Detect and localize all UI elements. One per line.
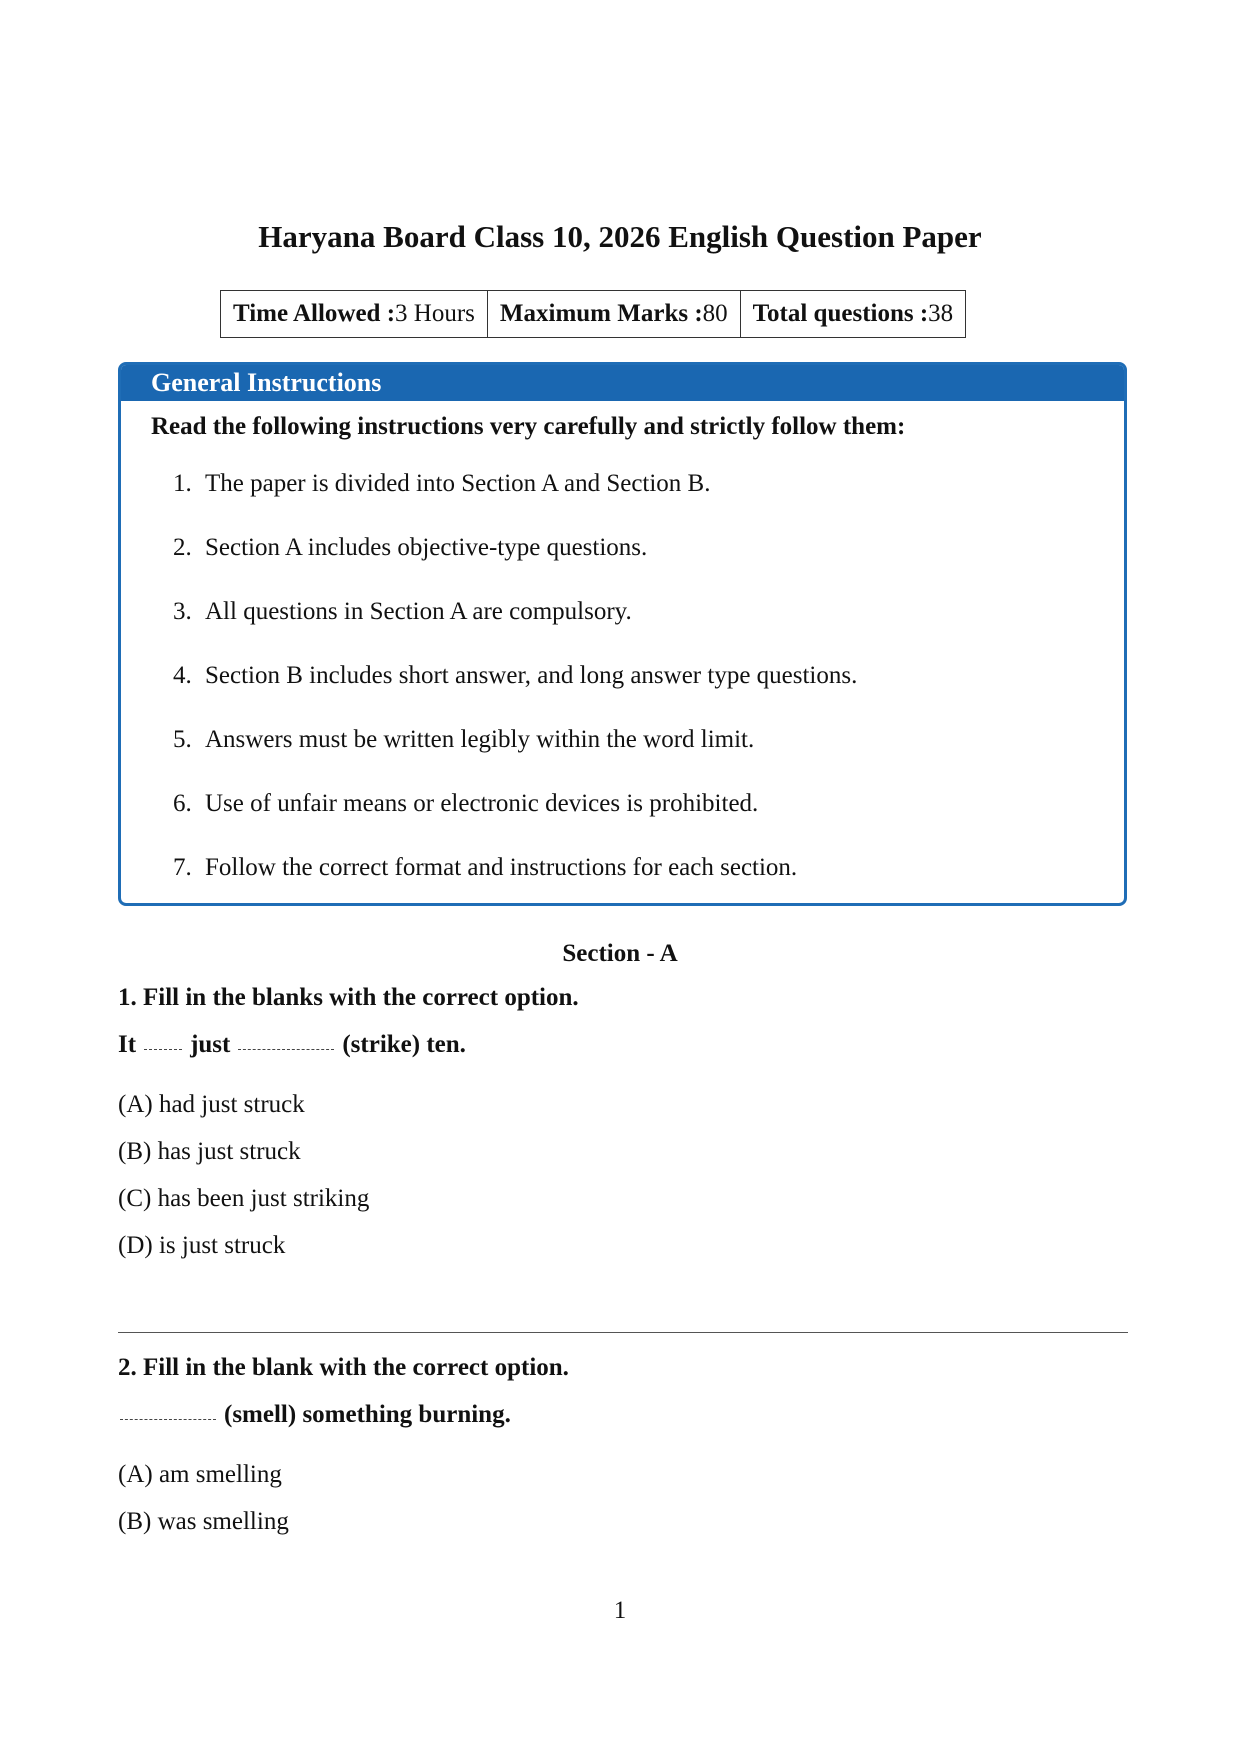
instructions-list xyxy=(121,469,1124,906)
instruction-text: The paper is divided into Section A and Section B. xyxy=(205,470,711,497)
total-questions-label: Total questions : xyxy=(752,300,929,327)
exam-meta-table xyxy=(220,290,966,338)
question-title: 1. Fill in the blanks with the correct option. xyxy=(118,984,579,1011)
time-allowed-value: 3 Hours xyxy=(395,300,475,327)
answer-blank xyxy=(144,1049,182,1050)
instruction-item xyxy=(173,533,1124,597)
instructions-header: General Instructions xyxy=(121,365,1124,401)
option-b: (B) has just struck xyxy=(118,1138,301,1165)
page-number: 1 xyxy=(613,1597,627,1624)
page-title: Haryana Board Class 10, 2026 English Question Paper xyxy=(258,219,982,254)
instruction-text: Follow the correct format and instructions for each section. xyxy=(205,854,798,881)
maximum-marks-label: Maximum Marks : xyxy=(499,300,703,327)
instructions-lead: Read the following instructions very carefully and strictly follow them: xyxy=(151,413,906,440)
instruction-item xyxy=(173,853,1124,906)
options-list xyxy=(118,1090,1128,1278)
option-c: (C) has been just striking xyxy=(118,1185,370,1212)
instruction-number: 2. xyxy=(173,534,192,561)
instruction-text: All questions in Section A are compulsory. xyxy=(205,598,632,625)
maximum-marks-value: 80 xyxy=(702,300,728,327)
instruction-number: 5. xyxy=(173,726,192,753)
instruction-number: 4. xyxy=(173,662,192,689)
maximum-marks-cell xyxy=(488,291,741,337)
answer-blank xyxy=(238,1049,334,1050)
general-instructions-box xyxy=(118,362,1127,906)
option-b: (B) was smelling xyxy=(118,1508,289,1535)
question-sentence xyxy=(118,1400,1128,1430)
question-1 xyxy=(118,983,1128,1278)
total-questions-value: 38 xyxy=(928,300,954,327)
answer-blank xyxy=(120,1419,216,1420)
sentence-part: It xyxy=(118,1031,137,1058)
instruction-item xyxy=(173,597,1124,661)
instruction-text: Use of unfair means or electronic devices is prohibited. xyxy=(205,790,759,817)
time-allowed-label: Time Allowed : xyxy=(233,300,396,327)
question-divider xyxy=(118,1332,1128,1333)
instruction-number: 7. xyxy=(173,854,192,881)
sentence-part: just xyxy=(190,1031,231,1058)
question-2 xyxy=(118,1353,1128,1554)
option-a: (A) am smelling xyxy=(118,1461,282,1488)
time-allowed-cell xyxy=(221,291,488,337)
instruction-text: Section A includes objective-type questions. xyxy=(205,534,648,561)
instruction-item xyxy=(173,789,1124,853)
section-a-heading: Section - A xyxy=(562,940,678,967)
sentence-part: (smell) something burning. xyxy=(224,1401,511,1428)
total-questions-cell xyxy=(741,291,966,337)
instruction-text: Section B includes short answer, and long answer type questions. xyxy=(205,662,858,689)
instruction-number: 1. xyxy=(173,470,192,497)
options-list xyxy=(118,1460,1128,1554)
instruction-item xyxy=(173,469,1124,533)
instruction-item xyxy=(173,725,1124,789)
instruction-item xyxy=(173,661,1124,725)
instruction-text: Answers must be written legibly within the word limit. xyxy=(205,726,755,753)
sentence-part: (strike) ten. xyxy=(342,1031,466,1058)
option-d: (D) is just struck xyxy=(118,1232,286,1259)
instruction-number: 6. xyxy=(173,790,192,817)
question-sentence xyxy=(118,1030,1128,1060)
instruction-number: 3. xyxy=(173,598,192,625)
question-title: 2. Fill in the blank with the correct option. xyxy=(118,1354,569,1381)
option-a: (A) had just struck xyxy=(118,1091,305,1118)
